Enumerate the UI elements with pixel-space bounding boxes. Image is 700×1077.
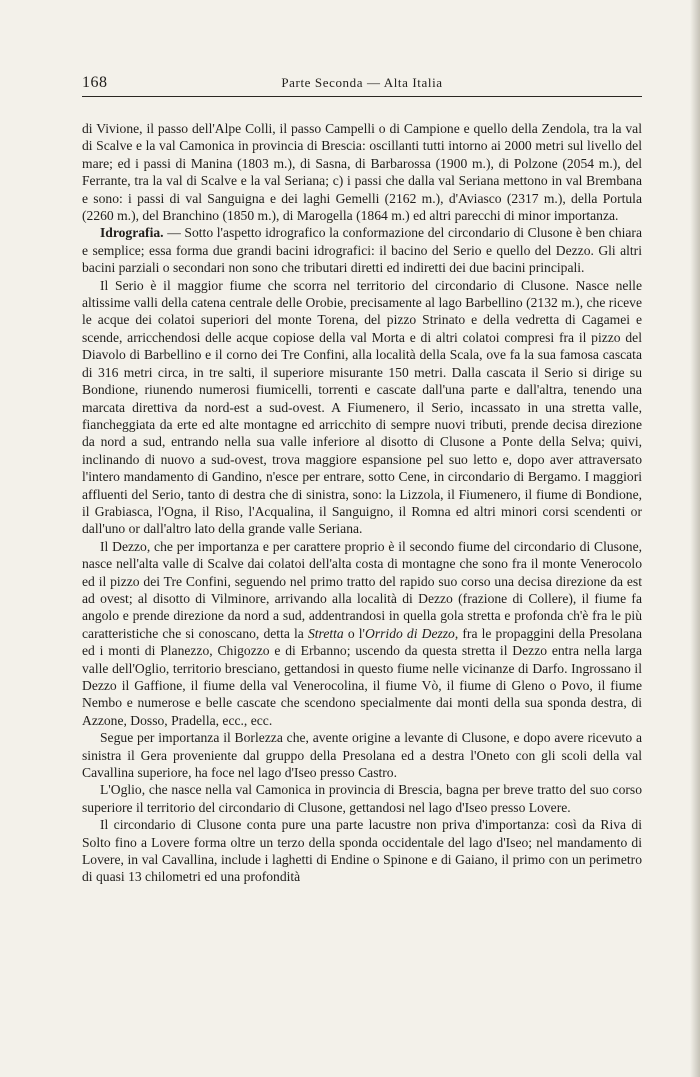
paragraph-passes-continued	[82, 120, 642, 224]
paragraph-oglio	[82, 781, 642, 816]
page-number: 168	[82, 74, 108, 91]
running-title: Parte Seconda — Alta Italia	[281, 75, 443, 90]
paragraph-idrografia	[82, 224, 642, 276]
body-text	[82, 120, 642, 886]
paragraph-text: L'Oglio, che nasce nella val Camonica in provincia di Brescia, bagna per breve tratto del suo corso superiore il territorio del circondario di Clusone, gettandosi nel lago d'Iseo presso Lovere.	[82, 782, 642, 815]
paragraph-text: Segue per importanza il Borlezza che, avente origine a levante di Clusone, e dopo avere ricevuto a sinistra il Gera proveniente dal gruppo della Presolana ed a destra l'Oneto con gli scoli della val Cavallina superiore, ha foce nel lago d'Iseo presso Castro.	[82, 730, 642, 781]
paragraph-text: Il Dezzo, che per importanza e per carattere proprio è il secondo fiume del circondario di Clusone, nasce nell'alta valle di Scalve dai colatoi dell'alta costa di montagne che sono fra il monte Venerocolo ed il pizzo dei Tre Confini, seguendo nel primo tratto del rapido suo corso una decisa direzione da est ad ovest; al disotto di Vilminore, arrivando alla località di Dezzo (frazione di Collere), il fiume fa angolo e prende direzione da nord a sud, addentrandosi in quella gola stretta e profonda ch'è fra le più caratteristiche che si conoscano, detta la	[82, 538, 642, 641]
paragraph-lakes	[82, 816, 642, 886]
paragraph-text: Il circondario di Clusone conta pure una parte lacustre non priva d'importanza: così da Riva di Solto fino a Lovere forma oltre un terzo della sponda occidentale del lago d'Iseo; nel mandamento di Lovere, in val Cavallina, include i laghetti di Endine o Spinone e di Gaiano, il primo con un perimetro di quasi 13 chilometri ed una profondità	[82, 817, 642, 885]
running-head	[82, 74, 642, 97]
paragraph-text: di Vivione, il passo dell'Alpe Colli, il passo Campelli o di Campione e quello della Zendola, tra la val di Scalve e la val Camonica in provincia di Brescia: oscillanti tutti intorno ai 2000 metri sul livello del mare; ed i passi di Manina (1803 m.), di Sasna, di Barbarossa (1900 m.), di Polzone (2054 m.), del Ferrante, tra la val di Scalve e la val Seriana; c) i passi che dalla val Seriana mettono in val Brembana e sono: i passi di val Sanguigna e dei laghi Gemelli (2162 m.), d'Aviasco (2317 m.), della Portula (2260 m.), del Branchino (1850 m.), di Marogella (1864 m.) ed altri parecchi di minor importanza.	[82, 121, 642, 224]
paragraph-text: , fra le propaggini della Presolana ed i monti di Planezzo, Chigozzo e di Erbanno; uscendo da questa stretta il Dezzo entra nella larga valle dell'Oglio, territorio bresciano, gettandosi in questo fiume nelle vicinanze di Darfo. Ingrossano il Dezzo il Gaffione, il fiume della val Venerocolina, il fiume Vò, il fiume di Gleno o Povo, il fiume Nembo e numerose e belle cascate che scendono specialmente dai monti della sua sponda destra, di Azzone, Dosso, Pradella, ecc., ecc.	[82, 625, 642, 728]
italic-term-orrido-di-dezzo: Orrido di Dezzo	[365, 625, 455, 641]
page-edge-shadow	[690, 0, 700, 1077]
paragraph-borlezza	[82, 729, 642, 781]
italic-term-stretta: Stretta	[307, 625, 344, 641]
paragraph-serio	[82, 277, 642, 538]
paragraph-text: — Sotto l'aspetto idrografico la conformazione del circondario di Clusone è ben chiara e semplice; essa forma due grandi bacini idrografici: il bacino del Serio e quello del Dezzo. Gli altri bacini parziali o secondari non sono che tributari diretti ed indiretti dei due bacini principali.	[82, 225, 642, 276]
paragraph-text: Il Serio è il maggior fiume che scorra nel territorio del circondario di Clusone. Nasce nelle altissime valli della catena centrale delle Orobie, precisamente al lago Barbellino (2132 m.), che riceve le acque dei colatoi superiori del monte Torena, del pizzo Strinato e della vedretta di Cagamei e scende, arricchendosi delle acque copiose della val Morta e di altri colatoi compresi fra il pizzo del Diavolo di Barbellino e il corno dei Tre Confini, alla località della Scala, ove fa la sua famosa cascata di 316 metri circa, in tre salti, il superiore misurante 150 metri. Dalla cascata il Serio si dirige su Bondione, riunendo numerosi fiumicelli, torrenti e cascate dall'una parte e dall'altra, tenendo una marcata direttiva da nord-est a sud-ovest. A Fiumenero, il Serio, incassato in una stretta valle, fiancheggiata da erte ed alte montagne ed arricchito di sempre nuovi tributi, prende decisa direzione da nord a sud, entrando nella sua valle inferiore al disotto di Clusone a Ponte della Selva; quivi, inclinando di nuovo a sud-ovest, trova maggiore espansione pel suo letto e, dopo aver attraversato l'intero mandamento di Gandino, n'esce per entrare, sotto Cene, in circondario di Bergamo. I maggiori affluenti del Serio, tanto di destra che di sinistra, sono: la Lizzola, il Fiumenero, il fiume di Bondione, il Grabiasca, l'Ogna, il Riso, l'Acqualina, il Sanguigno, il Romna ed altri minori corsi scendenti or dall'uno or dall'altro lato della grande valle Seriana.	[82, 277, 642, 537]
section-heading-idrografia: Idrografia.	[100, 225, 164, 241]
paragraph-text: o l'	[343, 625, 366, 641]
paragraph-dezzo	[82, 538, 642, 729]
